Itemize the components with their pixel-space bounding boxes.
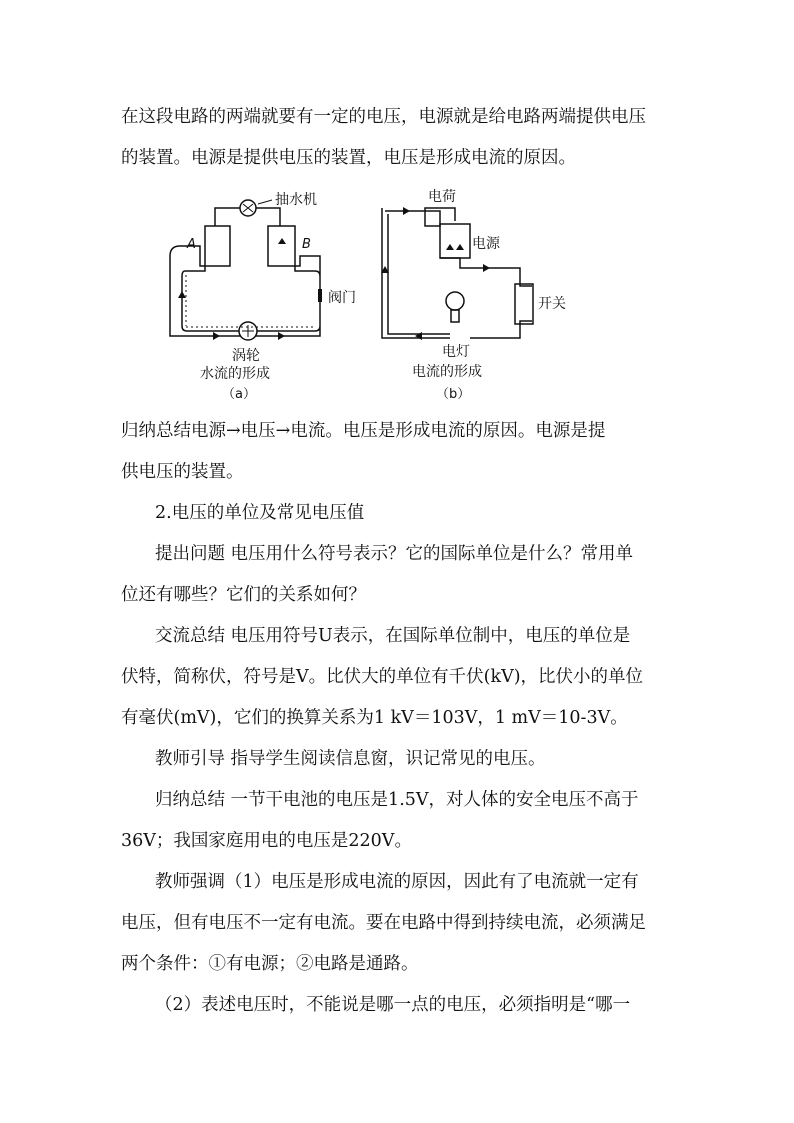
- label-valve: 阀门: [328, 290, 356, 306]
- label-a: A: [187, 237, 196, 252]
- paragraph-line-4: 供电压的装置。: [121, 462, 244, 482]
- paragraph-line-3: 归纳总结电源→电压→电流。电压是形成电流的原因。电源是提: [121, 421, 606, 441]
- tag-b: （b）: [436, 387, 471, 402]
- caption-a: 水流的形成: [200, 366, 270, 382]
- paragraph-line-8: 伏特，简称伏，符号是V。比伏大的单位有千伏(kV)，比伏小的单位: [121, 667, 644, 687]
- paragraph-line-12: 36V；我国家庭用电的电压是220V。: [121, 831, 412, 851]
- section-heading: 2.电压的单位及常见电压值: [155, 503, 365, 523]
- label-source: 电源: [472, 236, 500, 252]
- caption-b: 电流的形成: [412, 364, 482, 380]
- paragraph-line-5: 提出问题 电压用什么符号表示？它的国际单位是什么？常用单: [155, 544, 634, 564]
- label-turbine: 涡轮: [232, 348, 260, 364]
- label-lamp: 电灯: [442, 344, 470, 360]
- label-b: B: [302, 237, 311, 252]
- paragraph-line-2: 的装置。电源是提供电压的装置，电压是形成电流的原因。: [121, 148, 576, 168]
- paragraph-line-16: （2）表述电压时，不能说是哪一点的电压，必须指明是“哪一: [155, 995, 631, 1015]
- label-pump: 抽水机: [275, 192, 317, 208]
- paragraph-line-15: 两个条件：①有电源；②电路是通路。: [121, 954, 419, 974]
- paragraph-line-1: 在这段电路的两端就要有一定的电压，电源就是给电路两端提供电压: [121, 107, 646, 127]
- paragraph-line-6: 位还有哪些？它们的关系如何？: [121, 585, 366, 605]
- paragraph-line-7: 交流总结 电压用符号U表示，在国际单位制中，电压的单位是: [155, 626, 631, 646]
- tag-a: （a）: [222, 387, 256, 402]
- paragraph-line-9: 有毫伏(mV)，它们的换算关系为1 kV＝103V，1 mV＝10-3V。: [121, 708, 628, 728]
- paragraph-line-13: 教师强调（1）电压是形成电流的原因，因此有了电流就一定有: [155, 872, 639, 892]
- label-charge: 电荷: [428, 189, 456, 205]
- circuit-analogy-figure: [160, 186, 580, 406]
- paragraph-line-10: 教师引导 指导学生阅读信息窗，识记常见的电压。: [155, 749, 546, 769]
- paragraph-line-11: 归纳总结 一节干电池的电压是1.5V，对人体的安全电压不高于: [155, 790, 639, 810]
- label-switch: 开关: [538, 296, 566, 312]
- paragraph-line-14: 电压，但有电压不一定有电流。要在电路中得到持续电流，必须满足: [121, 913, 646, 933]
